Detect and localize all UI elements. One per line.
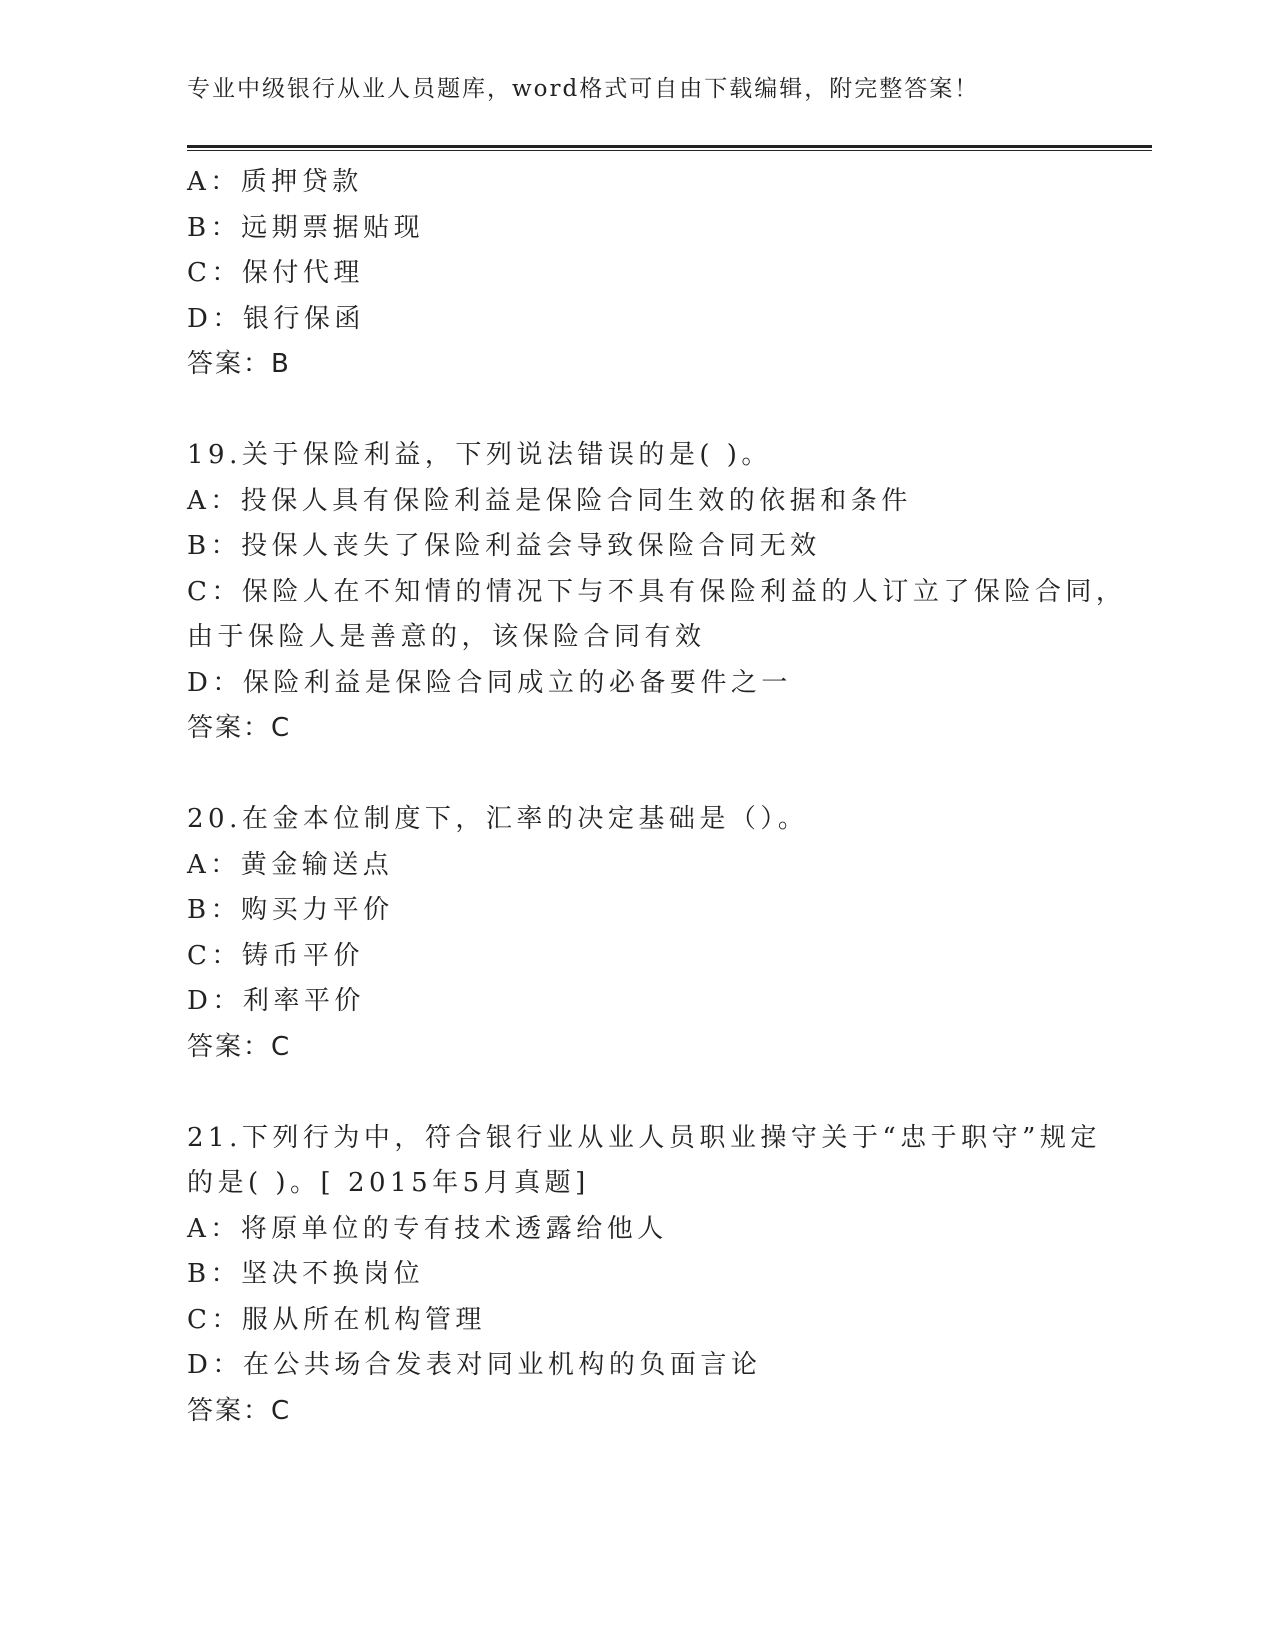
option-c-continued: 由于保险人是善意的，该保险合同有效 — [187, 622, 706, 652]
page-header: 专业中级银行从业人员题库，word格式可自由下载编辑，附完整答案！ — [187, 76, 980, 102]
block-gap — [187, 1070, 1087, 1116]
answer-line: 答案：B — [187, 349, 291, 379]
option-c: C：保付代理 — [187, 258, 364, 288]
option-a: A：黄金输送点 — [187, 849, 394, 880]
question-block-18 — [187, 160, 1087, 388]
option-b: B：坚决不换岗位 — [187, 1259, 425, 1289]
question-block-20 — [187, 797, 1087, 1070]
question-stem: 20.在金本位制度下，汇率的决定基础是（）。 — [187, 804, 809, 834]
question-block-19 — [187, 433, 1127, 752]
option-d: D：利率平价 — [187, 986, 365, 1016]
header-rule-thick — [187, 145, 1152, 148]
option-a: A：投保人具有保险利益是保险合同生效的依据和条件 — [187, 485, 912, 516]
question-content — [187, 160, 1127, 1434]
option-d: D：保险利益是保险合同成立的必备要件之一 — [187, 667, 792, 698]
option-d: D：在公共场合发表对同业机构的负面言论 — [187, 1350, 762, 1380]
option-d: D：银行保函 — [187, 303, 365, 334]
answer-line: 答案：C — [187, 1395, 292, 1426]
question-stem: 21.下列行为中，符合银行业从业人员职业操守关于“忠于职守”规定 — [187, 1122, 1101, 1153]
option-c: C：服从所在机构管理 — [187, 1304, 486, 1335]
block-gap — [187, 752, 1087, 798]
answer-line: 答案：C — [187, 713, 292, 743]
option-b: B：购买力平价 — [187, 895, 394, 925]
option-a: A：将原单位的专有技术透露给他人 — [187, 1213, 668, 1244]
header-rule-thin — [187, 150, 1152, 151]
option-c: C：铸币平价 — [187, 940, 364, 971]
option-c: C：保险人在不知情的情况下与不具有保险利益的人订立了保险合同， — [187, 576, 1127, 607]
option-b: B：投保人丧失了保险利益会导致保险合同无效 — [187, 531, 821, 561]
option-a: A：质押贷款 — [187, 167, 363, 197]
block-gap — [187, 388, 1087, 434]
question-stem: 19.关于保险利益，下列说法错误的是( )。 — [187, 440, 772, 470]
question-stem-continued: 的是( )。[ 2015年5月真题] — [187, 1168, 590, 1198]
question-block-21 — [187, 1116, 1101, 1435]
answer-line: 答案：C — [187, 1031, 292, 1062]
option-b: B：远期票据贴现 — [187, 212, 425, 243]
